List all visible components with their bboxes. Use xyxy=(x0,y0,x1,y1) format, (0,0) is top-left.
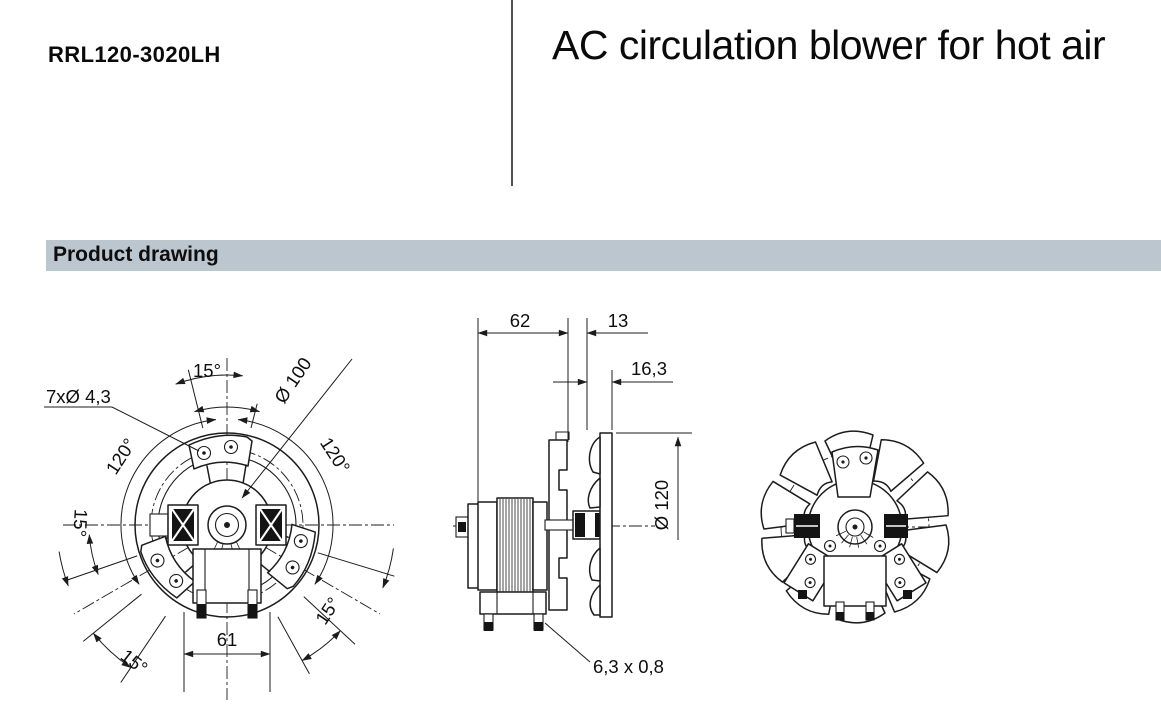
dim-label-motor-depth: 62 xyxy=(509,310,531,331)
motor-base-terminals xyxy=(480,592,546,631)
dim-label-holes: 7xØ 4,3 xyxy=(46,386,111,407)
dim-label-impeller-diameter: Ø 120 xyxy=(651,479,672,531)
dim-label-angle-bottom-left: 15° xyxy=(116,644,152,679)
front-view-drawing xyxy=(40,345,410,710)
impeller-side-profile xyxy=(573,433,612,617)
product-model: RRL120-3020LH xyxy=(48,42,221,67)
dim-label-terminal-lug: 6,3 x 0,8 xyxy=(593,656,664,677)
section-title: Product drawing xyxy=(53,243,219,266)
motor-side-outline xyxy=(456,432,575,610)
dim-label-angle-right: 120° xyxy=(316,433,355,477)
header-divider xyxy=(511,0,513,186)
side-view-drawing xyxy=(440,300,750,700)
dim-label-impeller-depth: 16,3 xyxy=(630,358,668,379)
dim-label-angle-top: 15° xyxy=(193,360,221,381)
rear-view-drawing xyxy=(750,415,965,630)
dim-label-angle-mid-left: 15° xyxy=(69,508,92,538)
dim-label-bolt-circle: Ø 100 xyxy=(269,353,316,407)
dim-label-hub-depth: 13 xyxy=(607,310,629,331)
page-title: AC circulation blower for hot air xyxy=(552,22,1106,68)
dim-label-foot-width: 61 xyxy=(216,629,238,650)
dim-label-angle-left: 120° xyxy=(101,434,140,478)
section-header xyxy=(46,240,1161,271)
dim-label-angle-bottom-right: 15° xyxy=(311,593,345,629)
